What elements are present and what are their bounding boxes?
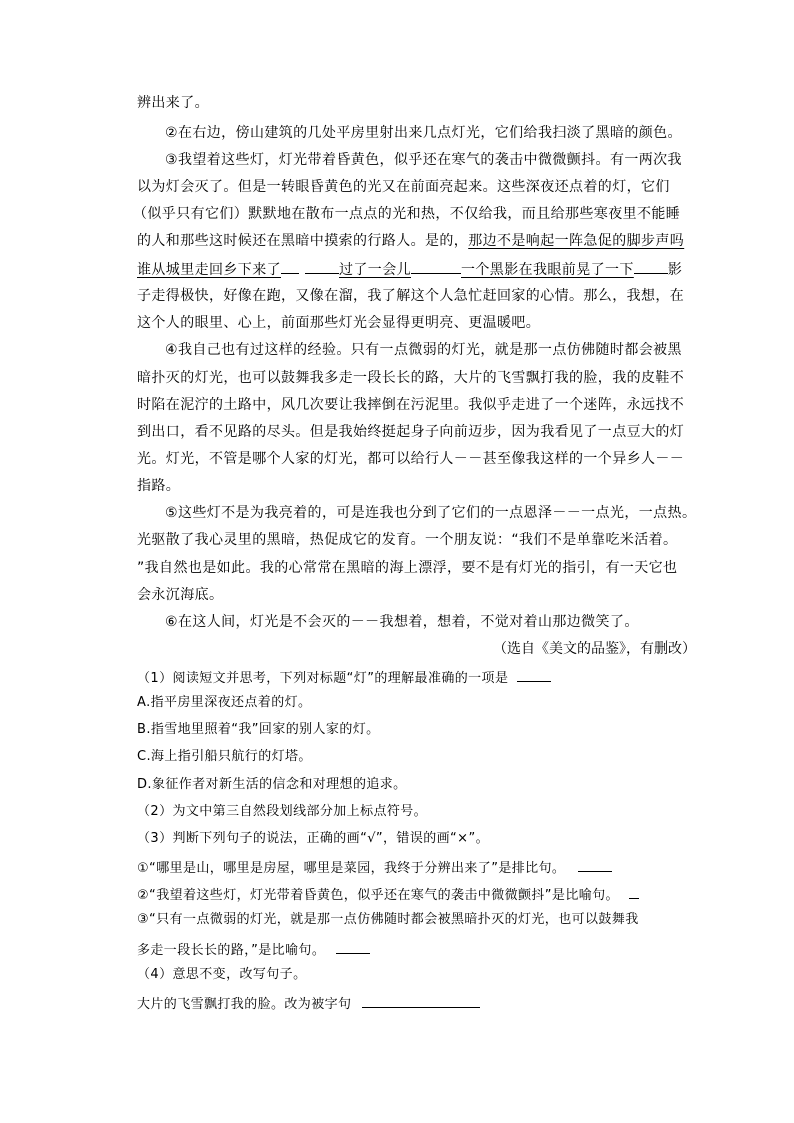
p4-line-1: ④我自己也有过这样的经验。只有一点微弱的灯光，就是那一点仿佛随时都会被黑 [165,342,682,358]
p4-line-2: 暗扑灭的灯光，也可以鼓舞我多走一段长长的路，大片的飞雪飘打我的脸，我的皮鞋不 [137,370,685,386]
p5-line-2: 光驱散了我心灵里的黑暗，热促成它的发育。一个朋友说：“我们不是单靠吃米活着。 [137,532,678,548]
question-4-sentence-text: 大片的飞雪飘打我的脸。改为被字句 [137,997,352,1012]
p3-line-6: 子走得极快，好像在跑，又像在溜，我了解这个人急忙赶回家的心情。那么，我想，在 [137,288,685,304]
question-1 [137,667,551,688]
p3-line-4-text: 的人和那些这时候还在黑暗中摸索的行路人。是的， [137,233,469,249]
question-1-text: （1）阅读短文并思考，下列对标题“灯”的理解最准确的一项是 [137,671,509,686]
p3-line-5-tail: 影 [667,262,683,278]
paragraph-2: ②在右边，傍山建筑的几处平房里射出来几点灯光，它们给我扫淡了黑暗的颜色。 [165,125,682,141]
p5-line-4: 会永沉海底。 [137,587,224,603]
answer-blank-q3-1[interactable] [578,857,612,872]
p1-tail: 辨出来了。 [137,95,209,111]
p5-line-1: ⑤这些灯不是为我亮着的，可是连我也分到了它们的一点恩泽－－一点光，一点热。 [165,505,697,521]
question-3-item-3-text: 多走一段长长的路，”是比喻句。 [137,943,326,958]
question-4: （4）意思不变，改写句子。 [137,967,307,982]
question-3-item-2 [137,884,639,905]
question-4-sentence [137,993,480,1014]
blank-1[interactable] [281,259,299,274]
underlined-sentence-4: 一个黑影在我眼前晃了一下 [461,262,634,278]
underlined-sentence-2: 谁从城里走回乡下来了 [137,262,281,278]
p3-line-2: 以为灯会灭了。但是一转眼昏黄色的光又在前面亮起来。这些深夜还点着的灯，它们 [137,179,670,195]
p4-line-4: 到出口，看不见路的尽头。但是我始终挺起身子向前迈步，因为我看见了一点豆大的灯 [137,424,685,440]
blank-2[interactable] [305,259,339,274]
p4-line-5: 光。灯光，不管是哪个人家的灯光，都可以给行人－－甚至像我这样的一个异乡人－－ [137,451,685,467]
question-2: （2）为文中第三自然段划线部分加上标点符号。 [137,804,428,819]
underlined-sentence-1: 那边不是响起一阵急促的脚步声吗 [468,233,685,249]
underlined-sentence-3: 过了一会儿 [339,262,411,278]
answer-blank-q4[interactable] [362,993,480,1008]
option-a: A.指平房里深夜还点着的灯。 [137,695,312,710]
p3-line-4 [137,232,684,250]
p3-line-7: 这个人的眼里、心上，前面那些灯光会显得更明亮、更温暖吧。 [137,315,541,331]
blank-4[interactable] [634,259,668,274]
source-citation: （选自《美文的品鉴》，有删改） [493,641,696,657]
question-3-item-3-line-1: ③“只有一点微弱的灯光，就是那一点仿佛随时都会被黑暗扑灭的灯光，也可以鼓舞我 [137,912,639,927]
blank-3[interactable] [411,259,461,274]
p5-line-3: ”我自然也是如此。我的心常常在黑暗的海上漂浮，要不是有灯光的指引，有一天它也 [137,560,678,576]
answer-blank-q3-2[interactable] [629,884,639,899]
question-3-item-1 [137,857,612,878]
p4-line-6: 指路。 [137,478,181,494]
p3-line-5 [137,259,682,279]
question-3-item-1-text: ①“哪里是山，哪里是房屋，哪里是菜园，我终于分辨出来了”是排比句。 [137,861,566,876]
p4-line-3: 时陷在泥泞的土路中，风几次要让我摔倒在污泥里。我似乎走进了一个迷阵，永远找不 [137,397,685,413]
answer-blank-q1[interactable] [517,667,551,682]
option-b: B.指雪地里照着“我”回家的别人家的灯。 [137,722,380,737]
question-3-item-3-line-2 [137,939,370,960]
option-d: D.象征作者对新生活的信念和对理想的追求。 [137,777,407,792]
question-3-item-2-text: ②“我望着这些灯，灯光带着昏黄色，似乎还在寒气的袭击中微微颤抖”是比喻句。 [137,888,619,903]
p3-line-1: ③我望着这些灯，灯光带着昏黄色，似乎还在寒气的袭击中微微颤抖。有一两次我 [165,152,682,168]
paragraph-6: ⑥在这人间，灯光是不会灭的－－我想着，想着，不觉对着山那边微笑了。 [165,614,639,630]
option-c: C.海上指引船只航行的灯塔。 [137,749,312,764]
p3-line-3: （似乎只有它们）默默地在散布一点点的光和热，不仅给我，而且给那些寒夜里不能睡 [133,206,681,222]
question-3: （3）判断下列句子的说法，正确的画“√”，错误的画“×”。 [137,831,489,846]
answer-blank-q3-3[interactable] [336,939,370,954]
